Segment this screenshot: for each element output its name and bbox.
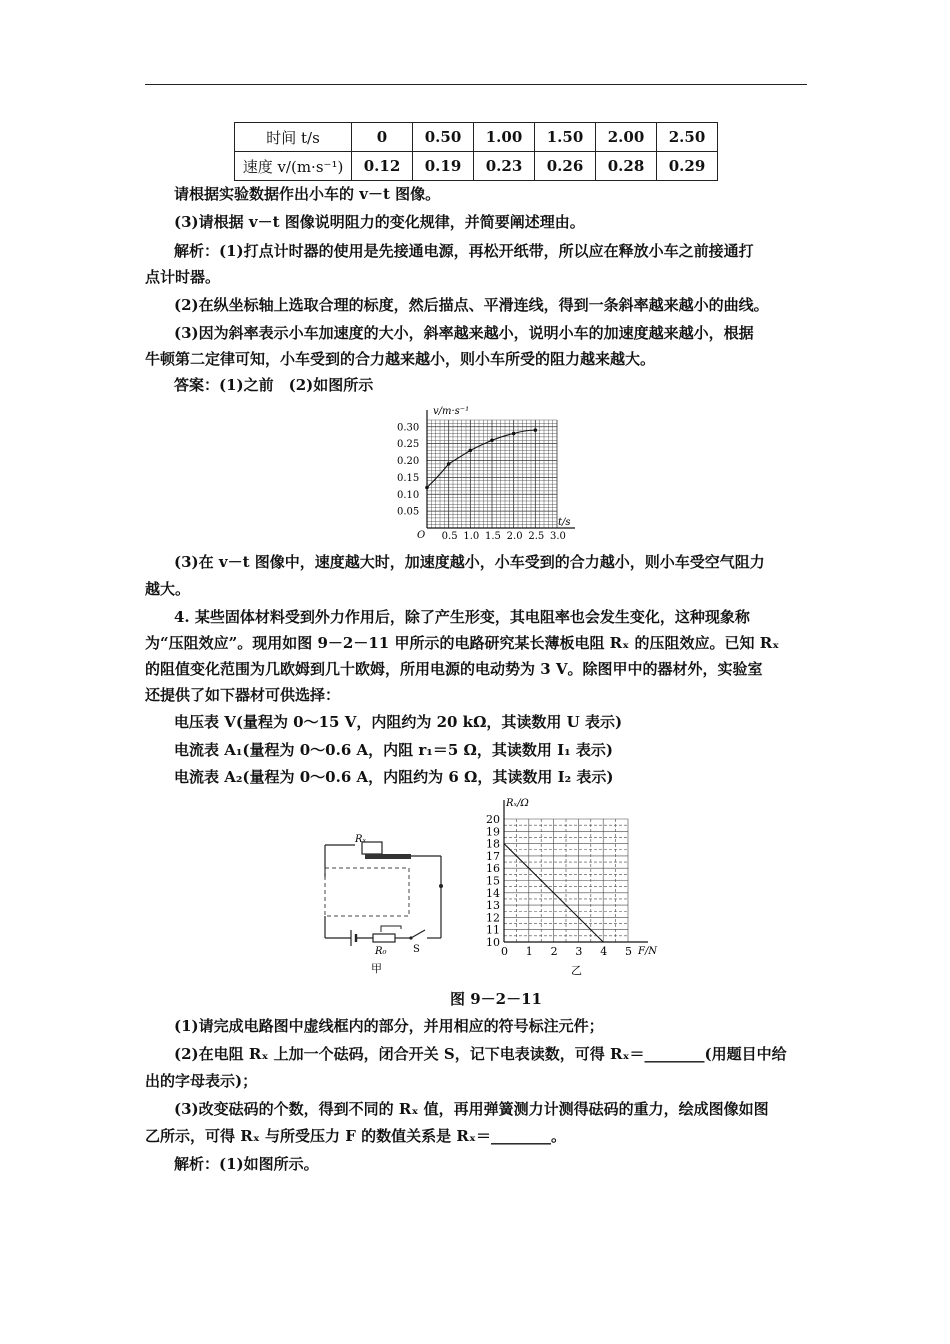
vt-grid: [427, 420, 557, 528]
x-tick-label: 2.0: [506, 531, 523, 542]
table-cell: 0.50: [413, 123, 474, 152]
y-tick-label: 18: [486, 837, 500, 851]
table-cell: 0.28: [596, 152, 657, 181]
y-tick-label: 0.25: [397, 439, 420, 451]
vt-marks: [425, 428, 537, 489]
y-tick-label: 10: [486, 936, 500, 949]
table-cell: 0.19: [413, 152, 474, 181]
text-line: (3)因为斜率表示小车加速度的大小，斜率越来越小，说明小车的加速度越来越小，根据: [174, 324, 754, 342]
y-tick-label: 0.20: [397, 456, 420, 467]
y-tick-label: 16: [486, 862, 500, 876]
y-tick-label: 19: [486, 825, 500, 839]
vt-origin: O: [417, 530, 426, 541]
x-tick-label: 2.5: [528, 531, 545, 542]
text-line: 电压表 V(量程为 0～15 V，内阻约为 20 kΩ，其读数用 U 表示): [174, 713, 623, 731]
header-rule: [145, 84, 807, 85]
text-line: (3)请根据 v－t 图像说明阻力的变化规律，并简要阐述理由。: [174, 213, 585, 231]
r0-label: R₀: [375, 946, 387, 957]
text-line: 为“压阻效应”。现用如图 9－2－11 甲所示的电路研究某长薄板电阻 Rₓ 的压阻效应。已知 Rₓ: [145, 634, 780, 652]
y-tick-label: 0.05: [397, 506, 420, 518]
rf-xlabel: F/N: [638, 946, 658, 957]
text-line: 解析：(1)打点计时器的使用是先接通电源，再松开纸带，所以应在释放小车之前接通打: [174, 242, 754, 260]
y-tick-label: 0.30: [397, 422, 420, 434]
table-cell: 0.12: [352, 152, 413, 181]
text-line: 4. 某些固体材料受到外力作用后，除了产生形变，其电阻率也会发生变化，这种现象称: [174, 608, 750, 626]
y-tick-label: 17: [486, 849, 500, 863]
y-tick-label: 0.10: [397, 489, 420, 501]
data-point: [512, 432, 516, 436]
y-tick-label: 0.15: [397, 472, 420, 484]
text-line: 电流表 A₁(量程为 0～0.6 A，内阻 r₁＝5 Ω，其读数用 I₁ 表示): [174, 741, 613, 759]
y-tick-label: 14: [486, 886, 500, 900]
table-row: [235, 123, 718, 152]
text-line: 解析：(1)如图所示。: [174, 1155, 319, 1173]
table-header: 速度 v/(m·s⁻¹): [235, 152, 352, 181]
x-tick-label: 3: [575, 945, 583, 958]
circuit-caption: 甲: [371, 962, 382, 975]
switch-label: S: [413, 944, 420, 955]
x-tick-label: 0.5: [441, 531, 458, 542]
vt-xlabel: t/s: [558, 517, 571, 528]
y-tick-label: 12: [486, 911, 500, 925]
x-tick-label: 0: [501, 945, 508, 958]
x-tick-label: 5: [625, 945, 632, 958]
text-line: (3)改变砝码的个数，得到不同的 Rₓ 值，再用弹簧测力计测得砝码的重力，绘成图像如图: [174, 1100, 769, 1118]
y-tick-label: 20: [486, 813, 500, 826]
dashed-box: [325, 868, 409, 916]
table-cell: 1.00: [474, 123, 535, 152]
text-line: (2)在纵坐标轴上选取合理的标度，然后描点、平滑连线，得到一条斜率越来越小的曲线。: [174, 296, 769, 314]
data-point: [425, 486, 429, 490]
x-tick-label: 3.0: [550, 531, 566, 542]
rf-caption: 乙: [571, 964, 582, 977]
table-cell: 0.29: [657, 152, 718, 181]
text-line: (3)在 v－t 图像中，速度越大时，加速度越小，小车受到的合力越小，则小车受空气阻力: [174, 553, 765, 571]
table-cell: 1.50: [535, 123, 596, 152]
text-line: 请根据实验数据作出小车的 v－t 图像。: [174, 185, 441, 203]
x-tick-label: 2: [550, 945, 558, 958]
rf-axes: [486, 800, 648, 958]
table-cell: 2.50: [657, 123, 718, 152]
text-line: 出的字母表示)；: [145, 1072, 258, 1090]
figure-caption: 图 9－2－11: [450, 990, 542, 1008]
x-tick-label: 4: [600, 945, 608, 958]
table-header: 时间 t/s: [235, 123, 352, 152]
y-tick-label: 13: [486, 899, 500, 913]
text-line: 牛顿第二定律可知，小车受到的合力越来越小，则小车所受的阻力越来越大。: [145, 350, 656, 368]
circuit-diagram: [315, 826, 455, 976]
text-line: 还提供了如下器材可供选择：: [145, 686, 341, 704]
text-line: 越大。: [145, 580, 191, 598]
rx-plate: [365, 854, 411, 859]
text-line: (1)请完成电路图中虚线框内的部分，并用相应的符号标注元件；: [174, 1017, 604, 1035]
vt-chart: [395, 398, 595, 544]
text-line: 乙所示，可得 Rₓ 与所受压力 F 的数值关系是 Rₓ＝________。: [145, 1127, 566, 1145]
table-cell: 0.26: [535, 152, 596, 181]
data-table: [234, 122, 718, 181]
rx-label: Rₓ: [355, 834, 367, 845]
text-line: 答案：(1)之前 (2)如图所示: [174, 376, 374, 394]
text-line: 点计时器。: [145, 268, 221, 286]
rf-chart: [480, 792, 670, 977]
y-tick-label: 11: [486, 923, 500, 937]
data-point: [469, 449, 473, 453]
data-point: [447, 462, 451, 466]
rf-ylabel: Rₓ/Ω: [506, 798, 529, 809]
table-cell: 0.23: [474, 152, 535, 181]
rf-grid: [504, 819, 628, 942]
table-row: [235, 152, 718, 181]
y-tick-label: 15: [486, 874, 500, 888]
text-line: 电流表 A₂(量程为 0～0.6 A，内阻约为 6 Ω，其读数用 I₂ 表示): [174, 768, 614, 786]
table-cell: 0: [352, 123, 413, 152]
x-tick-label: 1.5: [485, 531, 501, 542]
data-point: [490, 438, 494, 442]
vt-ylabel: v/m·s⁻¹: [433, 406, 470, 417]
rheostat-icon: [373, 934, 395, 942]
table-cell: 2.00: [596, 123, 657, 152]
x-tick-label: 1.0: [463, 531, 480, 542]
text-line: 的阻值变化范围为几欧姆到几十欧姆，所用电源的电动势为 3 V。除图甲中的器材外，实验室: [145, 660, 763, 678]
switch-icon: [411, 930, 425, 938]
text-line: (2)在电阻 Rₓ 上加一个砝码，闭合开关 S，记下电表读数，可得 Rₓ＝________(用题目中给: [174, 1045, 787, 1063]
series-curve: [427, 430, 535, 487]
x-tick-label: 1: [525, 945, 533, 958]
data-point: [534, 428, 538, 432]
